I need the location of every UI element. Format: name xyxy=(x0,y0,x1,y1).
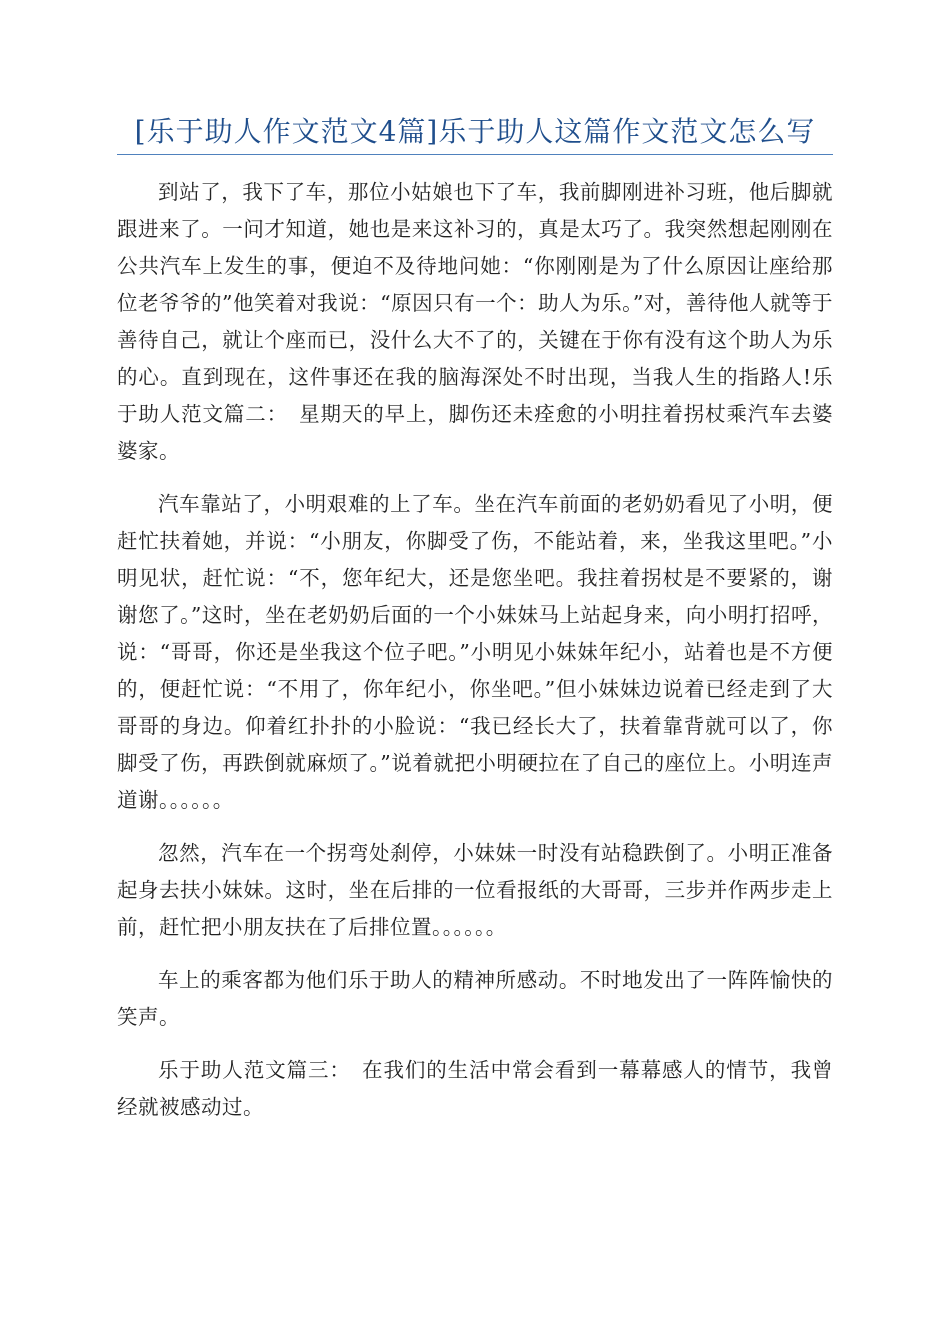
paragraph-2: 汽车靠站了，小明艰难的上了车。坐在汽车前面的老奶奶看见了小明，便赶忙扶着她，并说：“小朋友，你脚受了伤，不能站着，来，坐我这里吧。”小明见状，赶忙说：“不，您年纪大，还是您坐吧。我拄着拐杖是不要紧的，谢谢您了。”这时，坐在老奶奶后面的一个小妹妹马上站起身来，向小明打招呼，说：“哥哥，你还是坐我这个位子吧。”小明见小妹妹年纪小，站着也是不方便的，便赶忙说：“不用了，你年纪小，你坐吧。”但小妹妹边说着已经走到了大哥哥的身边。仰着红扑扑的小脸说：“我已经长大了，扶着靠背就可以了，你脚受了伤，再跌倒就麻烦了。”说着就把小明硬拉在了自己的座位上。小明连声道谢。。。。。。 xyxy=(117,492,833,812)
title-block xyxy=(117,110,833,154)
paragraph-1: 到站了，我下了车，那位小姑娘也下了车，我前脚刚进补习班，他后脚就跟进来了。一问才知道，她也是来这补习的，真是太巧了。我突然想起刚刚在公共汽车上发生的事，便迫不及待地问她：“你刚刚是为了什么原因让座给那位老爷爷的”他笑着对我说：“原因只有一个：助人为乐。”对，善待他人就等于善待自己，就让个座而已，没什么大不了的，关键在于你有没有这个助人为乐的心。直到现在，这件事还在我的脑海深处不时出现，当我人生的指路人!乐于助人范文篇二： 星期天的早上，脚伤还未痊愈的小明拄着拐杖乘汽车去婆婆家。 xyxy=(117,180,833,463)
title-underline xyxy=(117,154,833,155)
paragraph-3: 忽然，汽车在一个拐弯处刹停，小妹妹一时没有站稳跌倒了。小明正准备起身去扶小妹妹。这时，坐在后排的一位看报纸的大哥哥，三步并作两步走上前，赶忙把小朋友扶在了后排位置。。。。。。 xyxy=(117,841,833,939)
document-title: [乐于助人作文范文4篇]乐于助人这篇作文范文怎么写 xyxy=(134,115,816,148)
paragraph-4: 车上的乘客都为他们乐于助人的精神所感动。不时地发出了一阵阵愉快的笑声。 xyxy=(117,968,833,1029)
document-body xyxy=(117,174,833,1142)
paragraph-5: 乐于助人范文篇三： 在我们的生活中常会看到一幕幕感人的情节，我曾经就被感动过。 xyxy=(117,1058,833,1119)
